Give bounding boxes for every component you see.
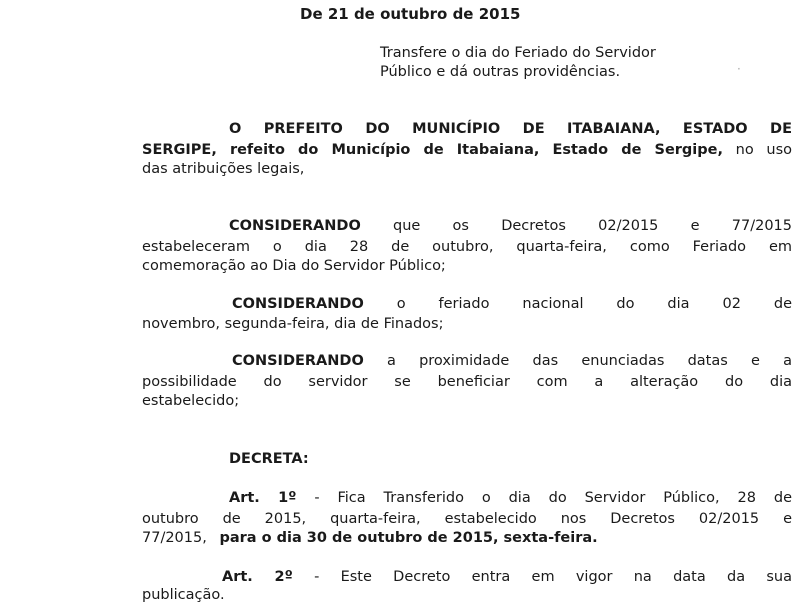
considerando-1-line-1: [229, 217, 792, 235]
article-1-text: - Fica Transferido o dia do Servidor Público, 28 de: [314, 490, 792, 506]
preamble-authority-rest: no uso: [735, 142, 793, 158]
considerando-3-keyword: CONSIDERANDO: [232, 353, 364, 369]
article-2-text: - Este Decreto entra em vigor na data da sua: [314, 569, 793, 585]
considerando-2-line-2: novembro, segunda-feira, dia de Finados;: [142, 316, 444, 332]
considerando-3-line-1: [232, 352, 792, 370]
preamble-line-3: das atribuições legais,: [142, 161, 305, 177]
ementa-line-1: Transfere o dia do Feriado do Servidor: [380, 45, 656, 61]
considerando-1-line-3: comemoração ao Dia do Servidor Público;: [142, 258, 446, 274]
article-2-line-2: publicação.: [142, 587, 225, 603]
article-1-line-1: [229, 489, 792, 507]
preamble-authority-line-1: O PREFEITO DO MUNICÍPIO DE ITABAIANA, ESTADO DE: [229, 121, 792, 137]
considerando-3-line-2: possibilidade do servidor se beneficiar com a alteração do dia: [142, 374, 792, 390]
considerando-2-keyword: CONSIDERANDO: [232, 296, 364, 312]
preamble-authority-line-2: [142, 141, 792, 159]
decree-date: De 21 de outubro de 2015: [300, 5, 521, 23]
considerando-2-text: o feriado nacional do dia 02 de: [396, 296, 792, 312]
edge-speck: ·: [737, 62, 741, 76]
article-1-label: Art. 1º: [229, 490, 297, 506]
article-2-line-1: [222, 568, 792, 586]
article-2-label: Art. 2º: [222, 569, 293, 585]
article-1-line-3: [142, 529, 598, 547]
considerando-1-keyword: CONSIDERANDO: [229, 218, 361, 234]
ementa-line-2: Público e dá outras providências.: [380, 64, 621, 80]
article-1-new-date: para o dia 30 de outubro de 2015, sexta-feira.: [219, 530, 598, 546]
decreta-label: DECRETA:: [229, 451, 309, 467]
article-1-decree-ref: 77/2015,: [142, 530, 207, 546]
considerando-1-text: que os Decretos 02/2015 e 77/2015: [393, 218, 793, 234]
considerando-1-line-2: estabeleceram o dia 28 de outubro, quarta-feira, como Feriado em: [142, 239, 792, 255]
considerando-3-line-3: estabelecido;: [142, 393, 240, 409]
considerando-3-text: a proximidade das enunciadas datas e a: [386, 353, 792, 369]
considerando-2-line-1: [232, 295, 792, 313]
preamble-authority-bold: SERGIPE, refeito do Município de Itabaiana, Estado de Sergipe,: [142, 142, 724, 158]
article-1-line-2: outubro de 2015, quarta-feira, estabelecido nos Decretos 02/2015 e: [142, 511, 792, 527]
